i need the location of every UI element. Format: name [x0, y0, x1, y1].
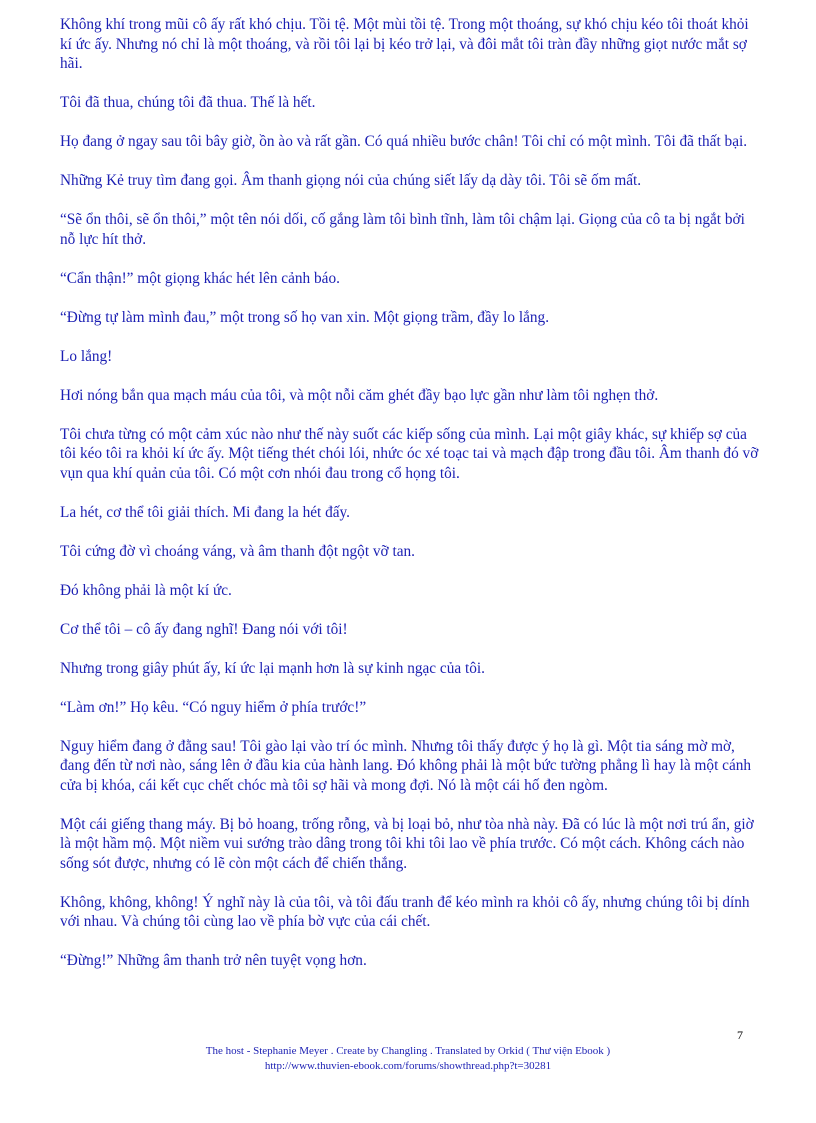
paragraph: Tôi chưa từng có một cảm xúc nào như thế này suốt các kiếp sống của mình. Lại một giây khác, sự khiếp sợ của tôi kéo tôi ra khỏi kí ức ấy. Một tiếng thét chói lói, nhức óc xé toạc tai và mạch đập trong đầu tôi. Âm thanh đó vỡ vụn qua khí quản của tôi. Có một cơn nhói đau trong cổ họng tôi. [60, 425, 759, 482]
paragraph: Tôi cứng đờ vì choáng váng, và âm thanh đột ngột vỡ tan. [60, 542, 415, 560]
paragraph: Không khí trong mũi cô ấy rất khó chịu. Tồi tệ. Một mùi tồi tệ. Trong một thoáng, sự khó chịu kéo tôi thoát khỏi kí ức ấy. Nhưng nó chỉ là một thoáng, và rồi tôi lại bị kéo trở lại, và đôi mắt tôi tràn đầy những giọt nước mắt sợ hãi. [60, 16, 749, 72]
paragraph: “Sẽ ổn thôi, sẽ ổn thôi,” một tên nói dối, cố gắng làm tôi bình tĩnh, làm tôi chậm lại. Giọng của cô ta bị ngắt bởi nỗ lực hít thở. [60, 211, 745, 248]
paragraph: “Đừng tự làm mình đau,” một trong số họ van xin. Một giọng trầm, đầy lo lắng. [60, 308, 550, 326]
paragraph: “Cẩn thận!” một giọng khác hét lên cảnh báo. [60, 269, 340, 287]
paragraph: Lo lắng! [60, 347, 113, 365]
paragraph: Hơi nóng bắn qua mạch máu của tôi, và một nỗi căm ghét đầy bạo lực gần như làm tôi nghẹn thở. [60, 386, 659, 404]
paragraph: Nguy hiểm đang ở đằng sau! Tôi gào lại vào trí óc mình. Nhưng tôi thấy được ý họ là gì. Một tia sáng mờ mờ, đang đến từ nơi nào, sáng lên ở đầu kia của hành lang. Đó không phải là một bức tường phẳng lì hay là một cánh cửa bị khóa, cái kết cục chết chóc mà tôi sợ hãi và mong đợi. Nó là một cái hố đen ngòm. [60, 737, 752, 794]
page-footer [0, 1044, 816, 1074]
paragraph: Nhưng trong giây phút ấy, kí ức lại mạnh hơn là sự kinh ngạc của tôi. [60, 659, 485, 677]
paragraph: Không, không, không! Ý nghĩ này là của tôi, và tôi đấu tranh để kéo mình ra khỏi cô ấy, nhưng chúng tôi bị dính với nhau. Và chúng tôi cùng lao về phía bờ vực của cái chết. [60, 893, 750, 930]
paragraph: “Làm ơn!” Họ kêu. “Có nguy hiểm ở phía trước!” [60, 698, 367, 716]
footer-credits: The host - Stephanie Meyer . Create by Changling . Translated by Orkid ( Thư viện Ebook ) [205, 1045, 611, 1057]
paragraph: Một cái giếng thang máy. Bị bỏ hoang, trống rỗng, và bị loại bỏ, như tòa nhà này. Đã có lúc là một nơi trú ẩn, giờ là một hầm mộ. Một niềm vui sướng trào dâng trong tôi khi tôi lao về phía trước. Có một cách. Không cách nào sống sót được, nhưng có lẽ còn một cách để chiến thắng. [60, 815, 754, 872]
paragraph: Tôi đã thua, chúng tôi đã thua. Thế là hết. [60, 94, 316, 111]
paragraph: Đó không phải là một kí ức. [60, 581, 232, 599]
paragraph: Cơ thể tôi – cô ấy đang nghĩ! Đang nói với tôi! [60, 620, 348, 638]
paragraph: La hét, cơ thể tôi giải thích. Mi đang la hét đấy. [60, 503, 351, 521]
paragraph: “Đừng!” Những âm thanh trở nên tuyệt vọng hơn. [60, 952, 367, 969]
paragraph: Họ đang ở ngay sau tôi bây giờ, ồn ào và rất gần. Có quá nhiều bước chân! Tôi chỉ có một mình. Tôi đã thất bại. [60, 133, 748, 150]
paragraph: Những Kẻ truy tìm đang gọi. Âm thanh giọng nói của chúng siết lấy dạ dày tôi. Tôi sẽ ốm mất. [60, 172, 642, 189]
footer-link[interactable]: http://www.thuvien-ebook.com/forums/showthread.php?t=30281 [264, 1060, 552, 1072]
document-body [60, 15, 760, 990]
page-number: 7 [737, 1028, 743, 1042]
